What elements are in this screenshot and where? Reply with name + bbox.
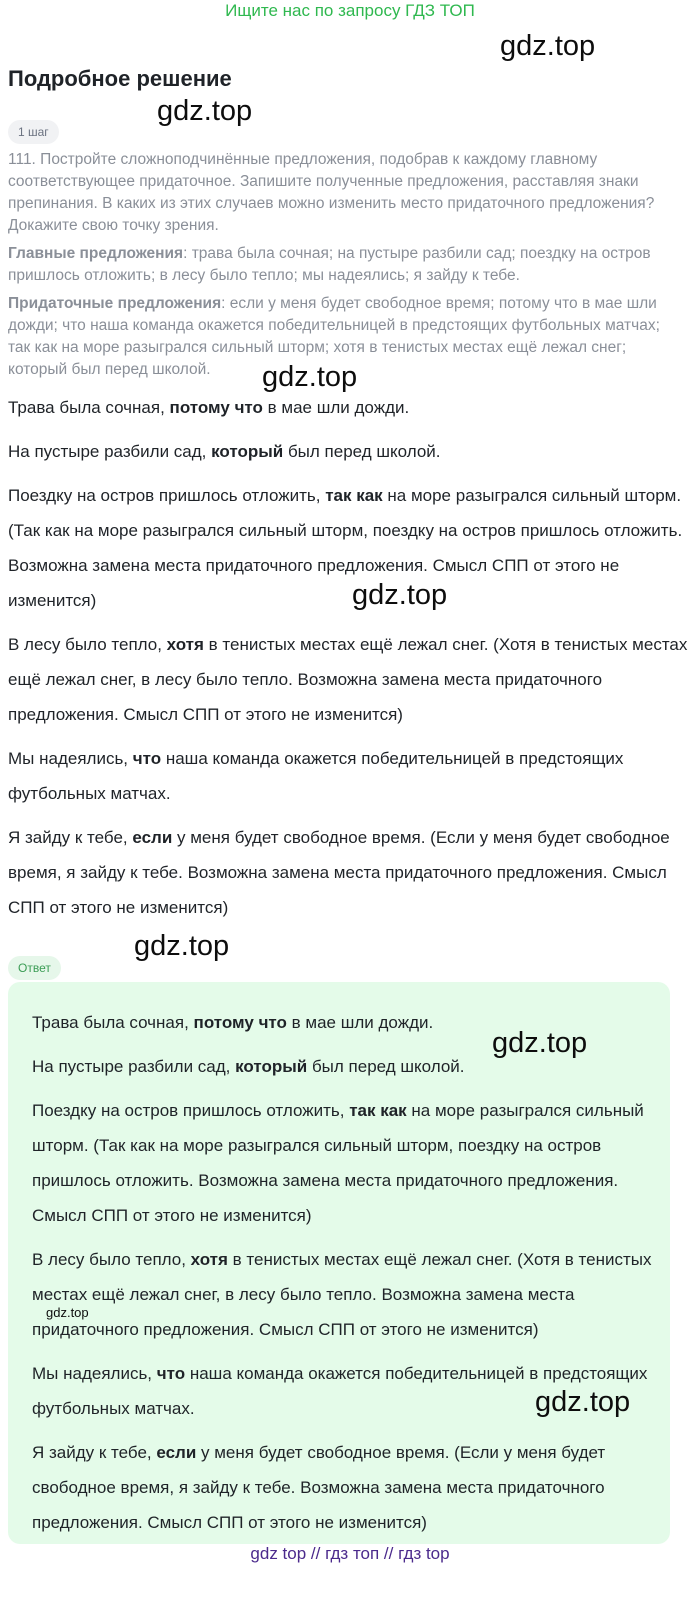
sentence-part: Мы надеялись, [32,1364,157,1383]
solution-sentence [8,478,688,618]
main-clauses-label: Главные предложения [8,245,184,262]
solution-sentence [8,627,688,732]
solution-sentence [8,741,688,811]
conjunction: что [156,1364,186,1383]
conjunction: хотя [190,1250,228,1269]
main-clauses-text: : трава была сочная; на пустыре разбили сад; поездку на остров пришлось отложить; в лесу было тепло; мы надеялись; я зайду к тебе. [8,245,651,284]
task-statement [8,149,668,387]
sentence-part: Я зайду к тебе, [8,828,133,847]
search-banner: Ищите нас по запросу ГДЗ ТОП [225,1,475,20]
sentence-part: у меня будет свободное время. (Если у меня будет свободное время, я зайду к тебе. Возможна замена места придаточного предложения. Смысл СПП от этого не изменится) [32,1443,606,1532]
subordinate-clauses-label: Придаточные предложения [8,295,222,312]
sentence-part: В лесу было тепло, [8,635,167,654]
answer-sentence [32,1435,652,1540]
solution-sentence [8,820,688,925]
conjunction: хотя [166,635,204,654]
sentence-part: Трава была сочная, [8,398,170,417]
conjunction: потому что [169,398,263,417]
sentence-part: Я зайду к тебе, [32,1443,157,1462]
conjunction: что [132,749,162,768]
sentence-part: Поездку на остров пришлось отложить, [32,1101,350,1120]
sentence-part: в мае шли дожди. [262,398,410,417]
watermark: gdz.top [134,930,230,962]
watermark: gdz.top [46,1305,89,1320]
main-clauses [8,243,668,287]
solution-sentence [8,390,688,425]
solution-sentence [8,434,688,469]
conjunction: так как [325,486,383,505]
footer-links: gdz top // гдз топ // гдз top [250,1544,450,1563]
subordinate-clauses-text: : если у меня будет свободное время; потому что в мае шли дожди; что наша команда окажется победительницей в предстоящих футбольных матчах; так как на море разыгрался сильный шторм; хотя в тенистых местах ещё лежал снег; который был перед школой. [8,295,660,378]
step-badge: 1 шаг [8,120,59,144]
sentence-part: В лесу было тепло, [32,1250,191,1269]
sentence-part: Мы надеялись, [8,749,133,768]
sentence-part: в тенистых местах ещё лежал снег. (Хотя в тенистых местах ещё лежал снег, в лесу было тепло. Возможна замена места придаточного предложения. Смысл СПП от этого не изменится) [8,635,688,724]
watermark: gdz.top [500,30,596,62]
sentence-part: в тенистых местах ещё лежал снег. (Хотя в тенистых местах ещё лежал снег, в лесу было тепло. Возможна замена места придаточного предложения. Смысл СПП от этого не изменится) [32,1250,652,1339]
watermark: gdz.top [352,579,448,611]
sentence-part: у меня будет свободное время. (Если у меня будет свободное время, я зайду к тебе. Возможна замена места придаточного предложения. Смысл СПП от этого не изменится) [8,828,670,917]
sentence-part: Поездку на остров пришлось отложить, [8,486,326,505]
watermark: gdz.top [492,1027,588,1059]
sentence-part: Трава была сочная, [32,1013,194,1032]
sentence-part: был перед школой. [283,442,441,461]
sentence-part: наша команда окажется победительницей в предстоящих футбольных матчах. [32,1364,648,1418]
sentence-part: наша команда окажется победительницей в предстоящих футбольных матчах. [8,749,624,803]
conjunction: если [132,828,173,847]
answer-body [32,1005,652,1549]
answer-badge: Ответ [8,956,61,980]
solution-body [8,390,688,934]
sentence-part: был перед школой. [307,1057,465,1076]
conjunction: так как [349,1101,407,1120]
conjunction: который [235,1057,308,1076]
conjunction: если [156,1443,197,1462]
sentence-part: На пустыре разбили сад, [8,442,212,461]
page-title: Подробное решение [8,66,232,91]
watermark: gdz.top [262,361,358,393]
answer-sentence [32,1093,652,1233]
sentence-part: на море разыгрался сильный шторм. (Так как на море разыгрался сильный шторм, поездку на остров пришлось отложить. Возможна замена места придаточного предложения. Смысл СПП от этого не изменится) [32,1101,644,1225]
task-text: 111. Постройте сложноподчинённые предложения, подобрав к каждому главному соответствующее придаточное. Запишите полученные предложения, расставляя знаки препинания. В каких из этих случаев можно изменить место придаточного предложения? Докажите свою точку зрения. [8,151,655,234]
answer-sentence [32,1242,652,1347]
watermark: gdz.top [535,1386,631,1418]
watermark: gdz.top [157,95,253,127]
sentence-part: на море разыгрался сильный шторм. (Так как на море разыгрался сильный шторм, поездку на остров пришлось отложить. Возможна замена места придаточного предложения. Смысл СПП от этого не изменится) [8,486,683,610]
conjunction: который [211,442,284,461]
conjunction: потому что [193,1013,287,1032]
sentence-part: На пустыре разбили сад, [32,1057,236,1076]
sentence-part: в мае шли дожди. [286,1013,434,1032]
